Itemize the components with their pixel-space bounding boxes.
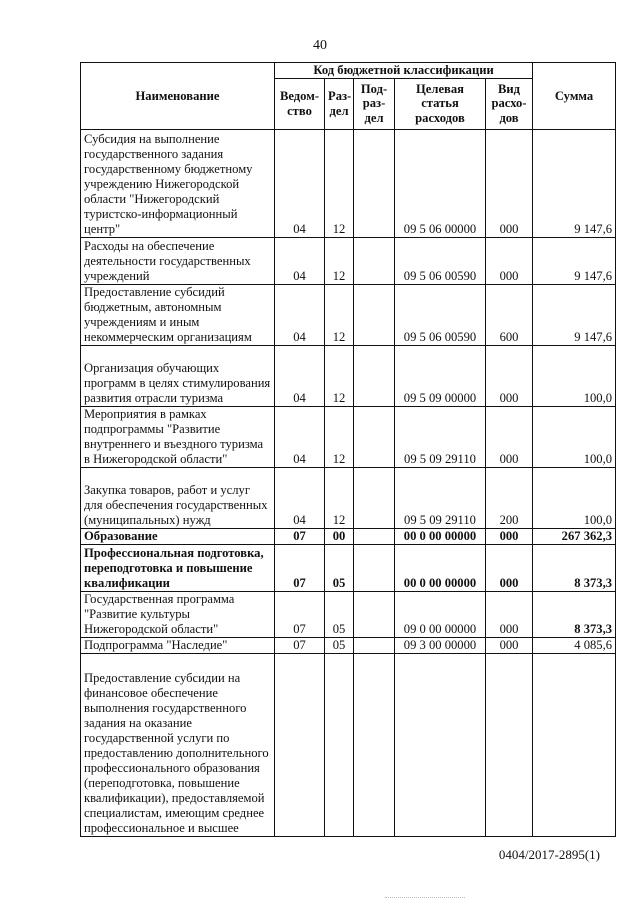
row-podrazdel xyxy=(354,406,395,467)
table-row xyxy=(81,467,616,528)
row-expense-type: 000 xyxy=(486,129,533,237)
row-podrazdel xyxy=(354,591,395,637)
row-name: Расходы на обеспечение деятельности государственных учреждений xyxy=(81,237,275,284)
budget-classification-table xyxy=(80,62,616,837)
row-name: Организация обучающих программ в целях стимулирования развития отрасли туризма xyxy=(81,345,275,406)
row-target-article: 09 5 06 00590 xyxy=(395,284,486,345)
row-target-article: 09 5 06 00590 xyxy=(395,237,486,284)
row-name: Мероприятия в рамках подпрограммы "Развитие внутреннего и въездного туризма в Нижегородской области" xyxy=(81,406,275,467)
row-target-article: 00 0 00 00000 xyxy=(395,544,486,591)
document-code: 0404/2017-2895(1) xyxy=(498,847,600,862)
row-name: Предоставление субсидий бюджетным, автономным учреждениям и иным некоммерческим организациям xyxy=(81,284,275,345)
row-expense-type: 000 xyxy=(486,237,533,284)
row-razdel: 05 xyxy=(325,637,354,653)
row-vedomstvo: 04 xyxy=(275,237,325,284)
row-razdel: 12 xyxy=(325,284,354,345)
row-vedomstvo: 04 xyxy=(275,129,325,237)
row-expense-type: 000 xyxy=(486,406,533,467)
row-name: Субсидия на выполнение государственного задания государственному бюджетному учреждению Нижегородской области "Нижегородский туристско-информационный центр" xyxy=(81,129,275,237)
table-row xyxy=(81,653,616,836)
row-podrazdel xyxy=(354,467,395,528)
row-sum: 100,0 xyxy=(533,467,616,528)
row-target-article: 09 5 09 29110 xyxy=(395,406,486,467)
row-podrazdel xyxy=(354,528,395,544)
row-razdel: 00 xyxy=(325,528,354,544)
table-row xyxy=(81,591,616,637)
row-name: Образование xyxy=(81,528,275,544)
header-sum: Сумма xyxy=(533,63,616,130)
page-number: 40 xyxy=(313,38,327,53)
row-razdel: 12 xyxy=(325,237,354,284)
row-razdel: 12 xyxy=(325,467,354,528)
row-vedomstvo xyxy=(275,653,325,836)
row-podrazdel xyxy=(354,237,395,284)
row-razdel: 05 xyxy=(325,591,354,637)
row-expense-type xyxy=(486,653,533,836)
row-sum: 8 373,3 xyxy=(533,591,616,637)
table-row xyxy=(81,637,616,653)
header-razdel: Раз-дел xyxy=(325,78,354,129)
row-podrazdel xyxy=(354,637,395,653)
row-sum: 9 147,6 xyxy=(533,284,616,345)
scan-artifact xyxy=(385,897,465,900)
header-budget-code-group: Код бюджетной классификации xyxy=(275,63,533,79)
row-podrazdel xyxy=(354,653,395,836)
row-vedomstvo: 07 xyxy=(275,637,325,653)
header-vedomstvo: Ведом-ство xyxy=(275,78,325,129)
row-expense-type: 200 xyxy=(486,467,533,528)
row-name: Государственная программа "Развитие культуры Нижегородской области" xyxy=(81,591,275,637)
row-expense-type: 600 xyxy=(486,284,533,345)
row-target-article: 00 0 00 00000 xyxy=(395,528,486,544)
header-target-article: Целевая статья расходов xyxy=(395,78,486,129)
row-expense-type: 000 xyxy=(486,637,533,653)
row-sum: 4 085,6 xyxy=(533,637,616,653)
row-razdel: 12 xyxy=(325,406,354,467)
row-name: Закупка товаров, работ и услуг для обеспечения государственных (муниципальных) нужд xyxy=(81,467,275,528)
header-name: Наименование xyxy=(81,63,275,130)
table-row xyxy=(81,406,616,467)
table-row xyxy=(81,528,616,544)
row-vedomstvo: 07 xyxy=(275,544,325,591)
row-vedomstvo: 04 xyxy=(275,284,325,345)
row-name: Профессиональная подготовка, переподготовка и повышение квалификации xyxy=(81,544,275,591)
header-podrazdel: Под-раз-дел xyxy=(354,78,395,129)
row-target-article: 09 3 00 00000 xyxy=(395,637,486,653)
row-vedomstvo: 07 xyxy=(275,528,325,544)
row-target-article: 09 5 09 00000 xyxy=(395,345,486,406)
row-sum: 9 147,6 xyxy=(533,129,616,237)
row-expense-type: 000 xyxy=(486,528,533,544)
row-podrazdel xyxy=(354,284,395,345)
row-razdel: 12 xyxy=(325,129,354,237)
row-target-article: 09 5 06 00000 xyxy=(395,129,486,237)
row-expense-type: 000 xyxy=(486,591,533,637)
row-target-article: 09 5 09 29110 xyxy=(395,467,486,528)
row-target-article: 09 0 00 00000 xyxy=(395,591,486,637)
row-sum: 9 147,6 xyxy=(533,237,616,284)
row-podrazdel xyxy=(354,345,395,406)
row-expense-type: 000 xyxy=(486,544,533,591)
table-row xyxy=(81,544,616,591)
row-vedomstvo: 04 xyxy=(275,406,325,467)
table-row xyxy=(81,345,616,406)
row-podrazdel xyxy=(354,544,395,591)
row-podrazdel xyxy=(354,129,395,237)
row-sum xyxy=(533,653,616,836)
row-razdel: 05 xyxy=(325,544,354,591)
table-row xyxy=(81,284,616,345)
row-vedomstvo: 07 xyxy=(275,591,325,637)
row-razdel: 12 xyxy=(325,345,354,406)
row-sum: 100,0 xyxy=(533,406,616,467)
row-name: Предоставление субсидии на финансовое обеспечение выполнения государственного задания на оказание государственной услуги по предоставлению дополнительного профессионального образования (переподготовка, повышение квалификации), предоставляемой специалистам, имеющим среднее профессиональное и высшее xyxy=(81,653,275,836)
row-vedomstvo: 04 xyxy=(275,345,325,406)
row-sum: 100,0 xyxy=(533,345,616,406)
row-sum: 267 362,3 xyxy=(533,528,616,544)
row-expense-type: 000 xyxy=(486,345,533,406)
row-name: Подпрограмма "Наследие" xyxy=(81,637,275,653)
table-row xyxy=(81,237,616,284)
row-razdel xyxy=(325,653,354,836)
row-sum: 8 373,3 xyxy=(533,544,616,591)
header-expense-type: Вид расхо-дов xyxy=(486,78,533,129)
row-target-article xyxy=(395,653,486,836)
table-row xyxy=(81,129,616,237)
row-vedomstvo: 04 xyxy=(275,467,325,528)
